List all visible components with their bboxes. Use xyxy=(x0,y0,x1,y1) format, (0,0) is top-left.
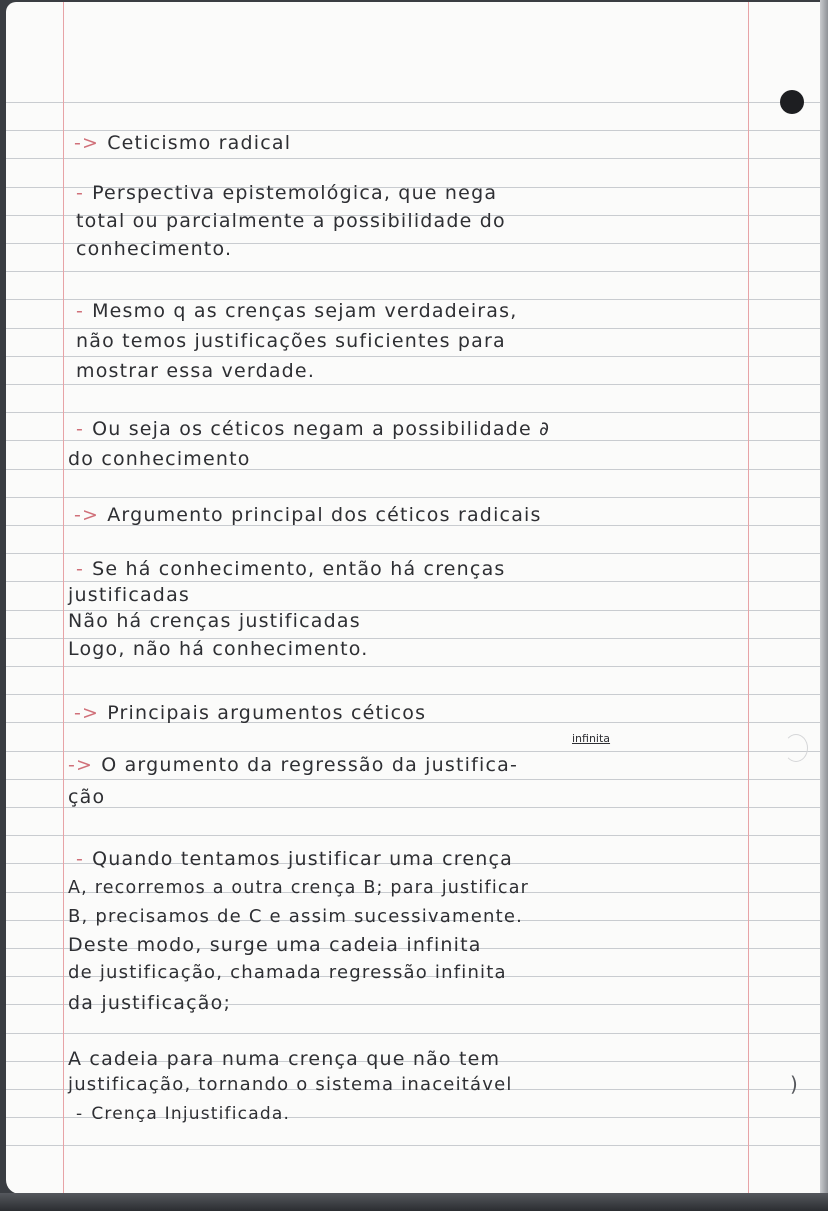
note-line: justificadas xyxy=(68,584,191,606)
rule-line xyxy=(6,497,822,498)
inserted-word-infinita: infinita xyxy=(572,732,611,745)
rule-line xyxy=(6,779,822,780)
heading-regressao-infinita: -> O argumento da regressão da justifica- xyxy=(68,754,519,776)
dash-mark: - xyxy=(76,300,85,322)
arrow-mark: -> xyxy=(74,702,100,724)
arrow-mark: -> xyxy=(68,754,94,776)
side-paren-mark: ) xyxy=(790,1072,798,1096)
dash-mark: - xyxy=(76,848,85,870)
dash-mark: - xyxy=(76,558,85,580)
note-line: - Se há conhecimento, então há crenças xyxy=(76,558,506,580)
right-margin-line xyxy=(748,2,749,1194)
note-line: Não há crenças justificadas xyxy=(68,610,361,632)
note-line: - Quando tentamos justificar uma crença xyxy=(76,848,513,870)
dash-mark: - xyxy=(76,182,85,204)
heading-principais-argumentos: -> Principais argumentos céticos xyxy=(74,702,427,724)
rule-line xyxy=(6,553,822,554)
note-line: B, precisamos de C e assim sucessivamente. xyxy=(68,906,524,927)
note-line: justificação, tornando o sistema inaceitável xyxy=(68,1074,513,1095)
rule-line xyxy=(6,835,822,836)
arrow-mark: -> xyxy=(74,504,100,526)
note-line: conhecimento. xyxy=(76,238,233,260)
dash-mark: - xyxy=(76,418,85,440)
rule-line xyxy=(6,581,822,582)
rule-line xyxy=(6,271,822,272)
rule-line xyxy=(6,1033,822,1034)
heading-ceticismo-radical: -> Ceticismo radical xyxy=(74,132,292,154)
notebook-page xyxy=(6,2,822,1194)
rule-line xyxy=(6,666,822,667)
heading-argumento-principal: -> Argumento principal dos céticos radicais xyxy=(74,504,542,526)
note-line: total ou parcialmente a possibilidade do xyxy=(76,210,506,232)
rule-line xyxy=(6,440,822,441)
rule-line xyxy=(6,158,822,159)
rule-line xyxy=(6,751,822,752)
rule-line xyxy=(6,356,822,357)
note-line: - Ou seja os céticos negam a possibilidade ∂ xyxy=(76,418,551,440)
punched-hole-icon xyxy=(780,90,804,114)
rule-line xyxy=(6,130,822,131)
rule-line xyxy=(6,694,822,695)
note-line: Logo, não há conhecimento. xyxy=(68,638,369,660)
rule-line xyxy=(6,1145,822,1146)
note-line: A cadeia para numa crença que não tem xyxy=(68,1048,501,1070)
dash-mark: - xyxy=(76,1104,84,1124)
rule-line xyxy=(6,384,822,385)
note-line: - Perspectiva epistemológica, que nega xyxy=(76,182,498,204)
note-line: de justificação, chamada regressão infinita xyxy=(68,962,507,983)
rule-line xyxy=(6,412,822,413)
note-line: mostrar essa verdade. xyxy=(76,360,316,382)
left-margin-line xyxy=(63,2,64,1194)
note-line: Deste modo, surge uma cadeia infinita xyxy=(68,934,482,956)
background-surface xyxy=(0,1193,828,1211)
page-edge-shadow xyxy=(820,0,828,1211)
arrow-mark: -> xyxy=(74,132,100,154)
note-line: não temos justificações suficientes para xyxy=(76,330,506,352)
note-line: do conhecimento xyxy=(68,448,251,470)
note-line: da justificação; xyxy=(68,992,232,1014)
note-line: - Mesmo q as crenças sejam verdadeiras, xyxy=(76,300,518,322)
hole-shadow-icon xyxy=(784,734,808,762)
rule-line xyxy=(6,102,822,103)
note-line: - Crença Injustificada. xyxy=(76,1104,291,1124)
note-line: ção xyxy=(68,786,106,808)
rule-line xyxy=(6,328,822,329)
rule-line xyxy=(6,807,822,808)
note-line: A, recorremos a outra crença B; para justificar xyxy=(68,878,530,898)
